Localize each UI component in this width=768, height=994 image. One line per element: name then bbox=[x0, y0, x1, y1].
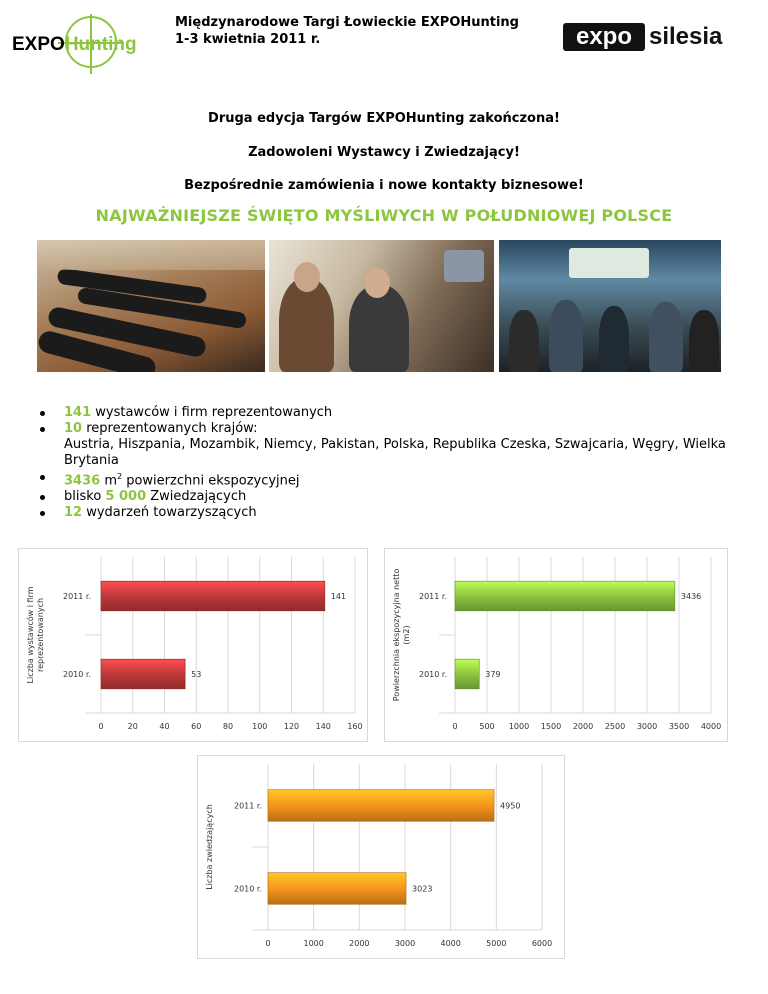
photo-visitors-stand bbox=[269, 240, 494, 372]
bar-2010 bbox=[101, 659, 185, 689]
x-tick-label: 1000 bbox=[508, 722, 530, 731]
category-label: 2011 r. bbox=[63, 592, 91, 601]
category-label: 2011 r. bbox=[419, 592, 447, 601]
bar-value-label: 3436 bbox=[680, 592, 702, 601]
category-label: 2010 r. bbox=[234, 884, 262, 894]
headline-1: Druga edycja Targów EXPOHunting zakończona! bbox=[208, 111, 560, 126]
x-tick-label: 5000 bbox=[486, 939, 507, 948]
bar-value-label: 141 bbox=[330, 592, 347, 601]
category-label: 2011 r. bbox=[234, 801, 262, 811]
x-tick-label: 0 bbox=[452, 722, 458, 731]
x-tick-label: 40 bbox=[159, 722, 170, 731]
y-axis-label: Liczba zwiedzających bbox=[205, 804, 214, 890]
bar-2011 bbox=[101, 581, 325, 611]
fact-countries-list: Austria, Hiszpania, Mozambik, Niemcy, Pakistan, Polska, Republika Czeska, Szwajcaria, Węgry, Wielka Brytania bbox=[64, 437, 726, 468]
x-tick-label: 1500 bbox=[540, 722, 562, 731]
x-tick-label: 160 bbox=[347, 722, 363, 731]
logo-silesia-text: silesia bbox=[649, 23, 723, 50]
fact-area: 3436 $m^2$ powierzchni ekspozycyjnej bbox=[64, 469, 738, 489]
fact-countries: 10 reprezentowanych krajów: bbox=[64, 421, 738, 437]
bar-2010 bbox=[455, 659, 479, 689]
chart-svg bbox=[385, 549, 727, 741]
x-tick-label: 0 bbox=[265, 939, 271, 948]
x-tick-label: 500 bbox=[479, 722, 495, 731]
x-tick-label: 4000 bbox=[440, 939, 461, 948]
event-dates: 1-3 kwietnia 2011 r. bbox=[175, 32, 321, 47]
y-axis-label: Liczba wystawców i firmreprezentowanych bbox=[26, 586, 45, 684]
x-tick-label: 1000 bbox=[303, 939, 324, 948]
x-tick-label: 140 bbox=[315, 722, 331, 731]
main-heading: NAJWAŻNIEJSZE ŚWIĘTO MYŚLIWYCH W POŁUDNIOWEJ POLSCE bbox=[95, 206, 673, 225]
photo-exhibition-hall bbox=[499, 240, 721, 372]
logo-expo-box: expo bbox=[563, 23, 645, 51]
y-axis-label: Powierzchnia ekspozycyjna netto(m2) bbox=[392, 568, 411, 702]
x-tick-label: 4000 bbox=[700, 722, 722, 731]
bar-value-label: 4950 bbox=[500, 801, 521, 811]
bar-2011 bbox=[455, 581, 675, 611]
x-tick-label: 2000 bbox=[349, 939, 370, 948]
x-tick-label: 20 bbox=[127, 722, 138, 731]
fact-exhibitors: 141 wystawców i firm reprezentowanych bbox=[64, 405, 738, 421]
bar-value-label: 3023 bbox=[412, 884, 433, 894]
x-tick-label: 100 bbox=[252, 722, 268, 731]
chart-svg bbox=[198, 756, 564, 958]
event-name: Międzynarodowe Targi Łowieckie EXPOHunting bbox=[175, 15, 519, 30]
x-tick-label: 80 bbox=[222, 722, 234, 731]
bar-2011 bbox=[268, 790, 494, 822]
bar-value-label: 53 bbox=[191, 670, 202, 679]
x-tick-label: 0 bbox=[98, 722, 104, 731]
category-label: 2010 r. bbox=[63, 670, 91, 679]
facts-list bbox=[38, 405, 738, 521]
x-tick-label: 120 bbox=[283, 722, 300, 731]
category-label: 2010 r. bbox=[419, 670, 447, 679]
chart-exhibitors bbox=[18, 548, 368, 742]
logo-expo-text: EXPO bbox=[12, 34, 65, 55]
bar-2010 bbox=[268, 873, 406, 905]
expohunting-logo bbox=[10, 14, 137, 74]
logo-hunting-text: Hunting bbox=[64, 34, 137, 55]
fact-events: 12 wydarzeń towarzyszących bbox=[64, 505, 738, 521]
x-tick-label: 60 bbox=[191, 722, 202, 731]
logo-wordmark bbox=[12, 34, 137, 56]
x-tick-label: 3000 bbox=[636, 722, 658, 731]
chart-visitors bbox=[197, 755, 565, 959]
chart-area bbox=[384, 548, 728, 742]
x-tick-label: 3000 bbox=[394, 939, 416, 948]
exposilesia-logo bbox=[563, 23, 749, 51]
photo-rifle-scopes bbox=[37, 240, 265, 372]
headline-2: Zadowoleni Wystawcy i Zwiedzający! bbox=[248, 145, 520, 160]
x-tick-label: 3500 bbox=[668, 722, 690, 731]
x-tick-label: 2000 bbox=[572, 722, 594, 731]
bar-value-label: 379 bbox=[485, 670, 501, 679]
event-title bbox=[175, 14, 519, 48]
fact-visitors: blisko 5 000 Zwiedzających bbox=[64, 489, 738, 505]
chart-svg bbox=[19, 549, 367, 741]
x-tick-label: 6000 bbox=[531, 939, 553, 948]
headline-3: Bezpośrednie zamówienia i nowe kontakty biznesowe! bbox=[184, 178, 584, 193]
x-tick-label: 2500 bbox=[604, 722, 626, 731]
